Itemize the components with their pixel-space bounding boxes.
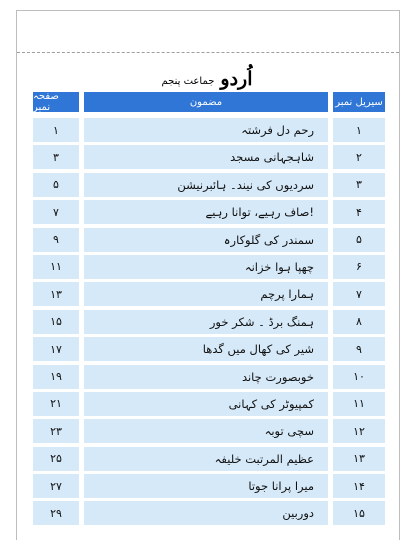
page-cell: ۹ (33, 228, 79, 252)
table-row (0, 282, 416, 309)
dashed-divider (17, 52, 399, 53)
column-header-topic: مضمون (84, 92, 328, 112)
page-cell: ۷ (33, 200, 79, 224)
table-row (0, 392, 416, 419)
serial-cell: ۹ (333, 337, 385, 361)
topic-cell: !صاف رہیے، توانا رہیے (84, 200, 328, 224)
topic-cell: دوربین (84, 501, 328, 525)
page-cell: ۲۹ (33, 501, 79, 525)
topic-cell: ہمنگ برڈ ۔ شکر خور (84, 310, 328, 334)
serial-cell: ۱۳ (333, 447, 385, 471)
topic-cell: رحم دل فرشتہ (84, 118, 328, 142)
table-row (0, 255, 416, 282)
page-cell: ۲۳ (33, 419, 79, 443)
table-row (0, 501, 416, 528)
serial-cell: ۵ (333, 228, 385, 252)
serial-cell: ۲ (333, 145, 385, 169)
topic-cell: سردیوں کی نیند۔ ہائبرنیشن (84, 173, 328, 197)
table-row (0, 447, 416, 474)
table-row (0, 118, 416, 145)
page-subtitle: جماعت پنجم (161, 76, 215, 87)
serial-cell: ۱۱ (333, 392, 385, 416)
topic-cell: شیر کی کھال میں گدھا (84, 337, 328, 361)
serial-cell: ۴ (333, 200, 385, 224)
contents-table (0, 118, 416, 529)
page-cell: ۵ (33, 173, 79, 197)
topic-cell: شاہجہانی مسجد (84, 145, 328, 169)
page-cell: ۲۱ (33, 392, 79, 416)
page-cell: ۱۵ (33, 310, 79, 334)
topic-cell: سمندر کی گلوکارہ (84, 228, 328, 252)
table-row (0, 365, 416, 392)
serial-cell: ۳ (333, 173, 385, 197)
table-row (0, 474, 416, 501)
table-row (0, 310, 416, 337)
serial-cell: ۸ (333, 310, 385, 334)
page-cell: ۲۵ (33, 447, 79, 471)
topic-cell: چھپا ہوا خزانہ (84, 255, 328, 279)
table-row (0, 419, 416, 446)
serial-cell: ۱۵ (333, 501, 385, 525)
table-row (0, 228, 416, 255)
topic-cell: سچی توبہ (84, 419, 328, 443)
serial-cell: ۱ (333, 118, 385, 142)
serial-cell: ۱۲ (333, 419, 385, 443)
page-title: اُردو (220, 68, 253, 90)
page-cell: ۳ (33, 145, 79, 169)
serial-cell: ۱۰ (333, 365, 385, 389)
topic-cell: خوبصورت چاند (84, 365, 328, 389)
topic-cell: عظیم المرتبت خلیفہ (84, 447, 328, 471)
topic-cell: کمپیوٹر کی کہانی (84, 392, 328, 416)
page-cell: ۲۷ (33, 474, 79, 498)
table-row (0, 200, 416, 227)
page-cell: ۱۳ (33, 282, 79, 306)
page-cell: ۱ (33, 118, 79, 142)
column-header-page: صفحہ نمبر (33, 92, 79, 112)
page-cell: ۱۹ (33, 365, 79, 389)
serial-cell: ۷ (333, 282, 385, 306)
topic-cell: ہمارا پرچم (84, 282, 328, 306)
page-cell: ۱۱ (33, 255, 79, 279)
serial-cell: ۱۴ (333, 474, 385, 498)
table-row (0, 145, 416, 172)
topic-cell: میرا پرانا جوتا (84, 474, 328, 498)
serial-cell: ۶ (333, 255, 385, 279)
title-block (84, 64, 330, 90)
page-cell: ۱۷ (33, 337, 79, 361)
table-row (0, 173, 416, 200)
column-header-serial: سیریل نمبر (333, 92, 385, 112)
table-row (0, 337, 416, 364)
